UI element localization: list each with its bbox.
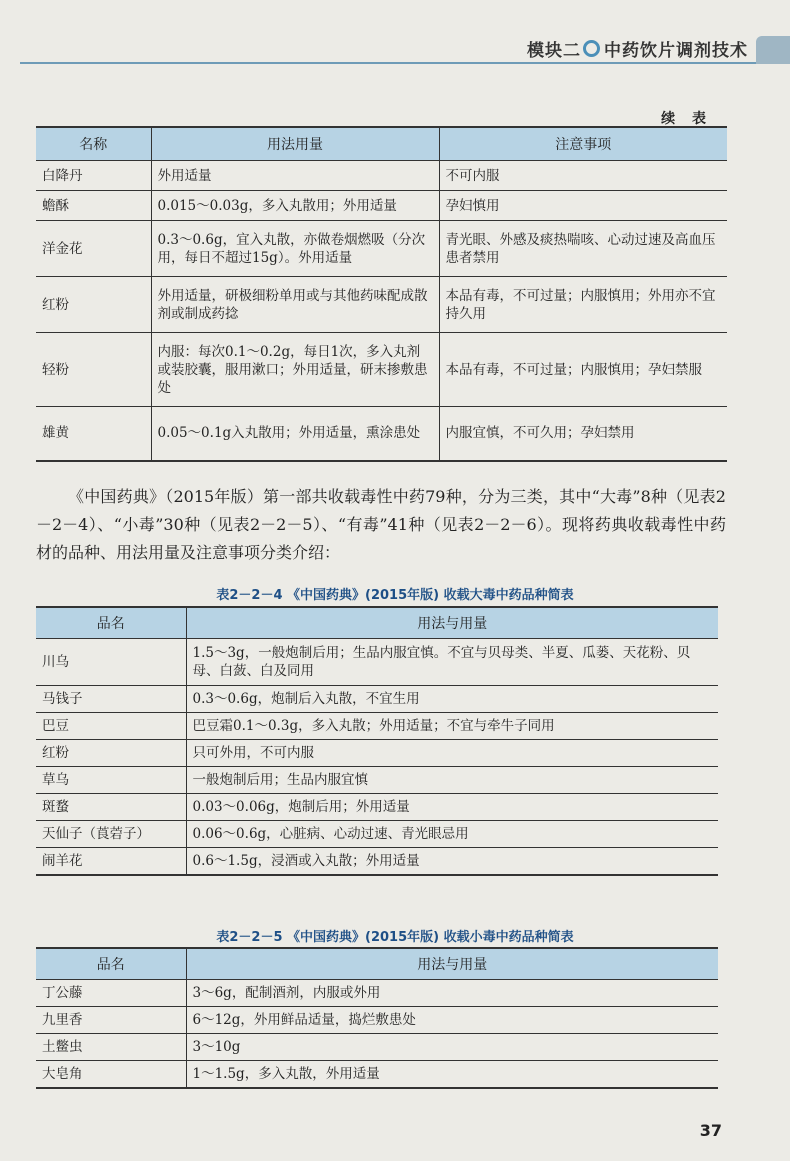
table-row	[36, 740, 718, 767]
table-row	[36, 407, 727, 461]
ring-icon	[583, 40, 600, 57]
drug-name: 马钱子	[36, 686, 186, 713]
precautions: 孕妇慎用	[439, 191, 727, 221]
usage-dosage: 0.6～1.5g，浸酒或入丸散；外用适量	[186, 848, 718, 876]
drug-name: 洋金花	[36, 221, 151, 277]
drug-name: 白降丹	[36, 161, 151, 191]
drug-name: 蟾酥	[36, 191, 151, 221]
running-header	[0, 30, 790, 64]
precautions: 不可内服	[439, 161, 727, 191]
table-row	[36, 161, 727, 191]
table-row	[36, 333, 727, 407]
usage-dosage: 0.3～0.6g，宜入丸散，亦做卷烟燃吸（分次用，每日不超过15g）。外用适量	[151, 221, 439, 277]
drug-name: 斑蝥	[36, 794, 186, 821]
table-row	[36, 794, 718, 821]
table-row	[36, 686, 718, 713]
precautions: 青光眼、外感及痰热喘咳、心动过速及高血压患者禁用	[439, 221, 727, 277]
usage-dosage: 一般炮制后用；生品内服宜慎	[186, 767, 718, 794]
header-chapter: 中药饮片调剂技术	[604, 41, 748, 61]
table-row	[36, 848, 718, 876]
usage-dosage: 内服：每次0.1～0.2g，每日1次，多入丸剂或装胶囊，服用漱口；外用适量，研末掺敷患处	[151, 333, 439, 407]
drug-name: 九里香	[36, 1007, 186, 1034]
table-mildly-toxic	[36, 947, 718, 1089]
table-row	[36, 221, 727, 277]
table-row	[36, 713, 718, 740]
table-caption: 表2－2－5 《中国药典》(2015年版) 收载小毒中药品种简表	[216, 930, 574, 945]
precautions: 本品有毒，不可过量；内服慎用；孕妇禁服	[439, 333, 727, 407]
drug-name: 闹羊花	[36, 848, 186, 876]
drug-name: 草乌	[36, 767, 186, 794]
usage-dosage: 0.05～0.1g入丸散用；外用适量，熏涂患处	[151, 407, 439, 461]
drug-name: 川乌	[36, 639, 186, 686]
table-row	[36, 1034, 718, 1061]
table-row	[36, 639, 718, 686]
column-header: 用法用量	[151, 127, 439, 161]
body-paragraph: 《中国药典》（2015年版）第一部共收载毒性中药79种，分为三类，其中“大毒”8种（见表2－2－4）、“小毒”30种（见表2－2－5）、“有毒”41种（见表2－2－6）。现将药典收载毒性中药材的品种、用法用量及注意事项分类介绍：	[36, 487, 726, 562]
table-row	[36, 1061, 718, 1089]
table-row	[36, 821, 718, 848]
column-header: 用法与用量	[186, 607, 718, 639]
usage-dosage: 0.03～0.06g，炮制后用；外用适量	[186, 794, 718, 821]
table-header-row	[36, 948, 718, 980]
table-continued	[36, 126, 727, 462]
table-header-row	[36, 607, 718, 639]
table-header-row	[36, 127, 727, 161]
drug-name: 红粉	[36, 277, 151, 333]
usage-dosage: 6～12g，外用鲜品适量，捣烂敷患处	[186, 1007, 718, 1034]
header-title	[519, 36, 748, 61]
table-row	[36, 980, 718, 1007]
drug-name: 天仙子（莨菪子）	[36, 821, 186, 848]
drug-name: 巴豆	[36, 713, 186, 740]
page-number: 37	[699, 1121, 722, 1140]
column-header: 注意事项	[439, 127, 727, 161]
usage-dosage: 1.5～3g，一般炮制后用；生品内服宜慎。不宜与贝母类、半夏、瓜蒌、天花粉、贝母、白蔹、白及同用	[186, 639, 718, 686]
header-tab	[756, 36, 790, 64]
header-rule	[20, 62, 772, 64]
usage-dosage: 0.3～0.6g，炮制后入丸散，不宜生用	[186, 686, 718, 713]
table-row	[36, 277, 727, 333]
usage-dosage: 0.015～0.03g，多入丸散用；外用适量	[151, 191, 439, 221]
drug-name: 土鳖虫	[36, 1034, 186, 1061]
drug-name: 轻粉	[36, 333, 151, 407]
drug-name: 红粉	[36, 740, 186, 767]
usage-dosage: 外用适量	[151, 161, 439, 191]
table-row	[36, 191, 727, 221]
precautions: 内服宜慎，不可久用；孕妇禁用	[439, 407, 727, 461]
drug-name: 丁公藤	[36, 980, 186, 1007]
column-header: 用法与用量	[186, 948, 718, 980]
table-caption: 表2－2－4 《中国药典》(2015年版) 收载大毒中药品种简表	[216, 588, 574, 603]
header-module: 模块二	[527, 41, 581, 61]
usage-dosage: 巴豆霜0.1～0.3g，多入丸散；外用适量；不宜与牵牛子同用	[186, 713, 718, 740]
column-header: 品名	[36, 948, 186, 980]
drug-name: 大皂角	[36, 1061, 186, 1089]
usage-dosage: 外用适量，研极细粉单用或与其他药味配成散剂或制成药捻	[151, 277, 439, 333]
precautions: 本品有毒，不可过量；内服慎用；外用亦不宜持久用	[439, 277, 727, 333]
table-highly-toxic	[36, 606, 718, 876]
drug-name: 雄黄	[36, 407, 151, 461]
table-row	[36, 767, 718, 794]
usage-dosage: 3～6g，配制酒剂，内服或外用	[186, 980, 718, 1007]
usage-dosage: 3～10g	[186, 1034, 718, 1061]
column-header: 名称	[36, 127, 151, 161]
usage-dosage: 只可外用，不可内服	[186, 740, 718, 767]
usage-dosage: 1～1.5g，多入丸散，外用适量	[186, 1061, 718, 1089]
table-row	[36, 1007, 718, 1034]
column-header: 品名	[36, 607, 186, 639]
usage-dosage: 0.06～0.6g，心脏病、心动过速、青光眼忌用	[186, 821, 718, 848]
continued-label: 续 表	[661, 111, 712, 127]
